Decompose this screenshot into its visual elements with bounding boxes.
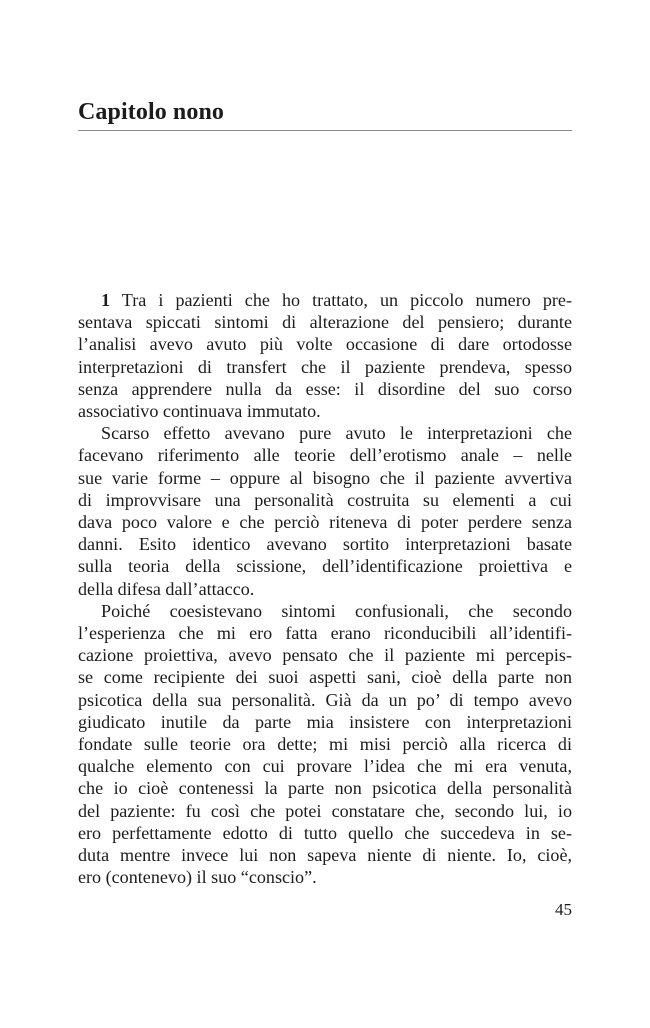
text-line: sentava spiccati sintomi di alterazione del pensiero; durante <box>78 312 572 333</box>
text-line: l’esperienza che mi ero fatta erano riconducibili all’identifi- <box>78 623 572 644</box>
text-line: senza apprendere nulla da esse: il disordine del suo corso <box>78 378 572 399</box>
text-line: qualche elemento con cui provare l’idea che mi era venuta, <box>78 756 572 777</box>
text-line: Scarso effetto avevano pure avuto le interpretazioni che <box>101 423 572 444</box>
chapter-header <box>78 95 572 131</box>
text-line: l’analisi avevo avuto più volte occasione di dare ortodosse <box>78 334 572 355</box>
text-line: che io cioè contenessi la parte non psicotica della personalità <box>78 778 572 799</box>
text-line: psicotica della sua personalità. Già da un po’ di tempo avevo <box>78 689 572 710</box>
text-line: associativo continuava immutato. <box>78 401 321 422</box>
paragraph-2 <box>78 422 572 600</box>
text-line: del paziente: fu così che potei constatare che, secondo lui, io <box>78 800 572 821</box>
chapter-title: Capitolo nono <box>78 99 225 125</box>
page-number: 45 <box>555 900 572 919</box>
text-line-content: Tra i pazienti che ho trattato, un piccolo numero pre- <box>110 290 572 310</box>
text-line: se come recipiente dei suoi aspetti sani, cioè della parte non <box>78 667 572 688</box>
text-line: giudicato inutile da parte mia insistere con interpretazioni <box>78 711 572 732</box>
text-line: interpretazioni di transfert che il paziente prendeva, spesso <box>78 356 572 377</box>
text-line: dava poco valore e che perciò riteneva di poter perdere senza <box>78 512 572 533</box>
paragraph-1 <box>78 289 572 422</box>
text-line <box>78 289 572 311</box>
text-line: cazione proiettiva, avevo pensato che il paziente mi percepis- <box>78 645 572 666</box>
text-line: sue varie forme – oppure al bisogno che il paziente avvertiva <box>78 467 572 488</box>
text-line: danni. Esito identico avevano sortito interpretazioni basate <box>78 534 572 555</box>
paragraph-3 <box>78 600 572 889</box>
text-line: Poiché coesistevano sintomi confusionali, che secondo <box>101 600 572 621</box>
text-line: ero (contenevo) il suo “conscio”. <box>78 867 317 888</box>
text-line: facevano riferimento alle teorie dell’erotismo anale – nelle <box>78 445 572 466</box>
text-line: duta mentre invece lui non sapeva niente di niente. Io, cioè, <box>78 845 572 866</box>
section-number: 1 <box>101 290 111 310</box>
text-line: fondate sulle teorie ora dette; mi misi perciò alla ricerca di <box>78 734 572 755</box>
text-line: della difesa dall’attacco. <box>78 578 255 599</box>
text-line: ero perfettamente edotto di tutto quello che succedeva in se- <box>78 822 572 843</box>
text-line: sulla teoria della scissione, dell’identificazione proiettiva e <box>78 556 572 577</box>
body-text <box>78 289 572 888</box>
chapter-title-rule <box>78 130 572 131</box>
text-line: di improvvisare una personalità costruita su elementi a cui <box>78 489 572 510</box>
